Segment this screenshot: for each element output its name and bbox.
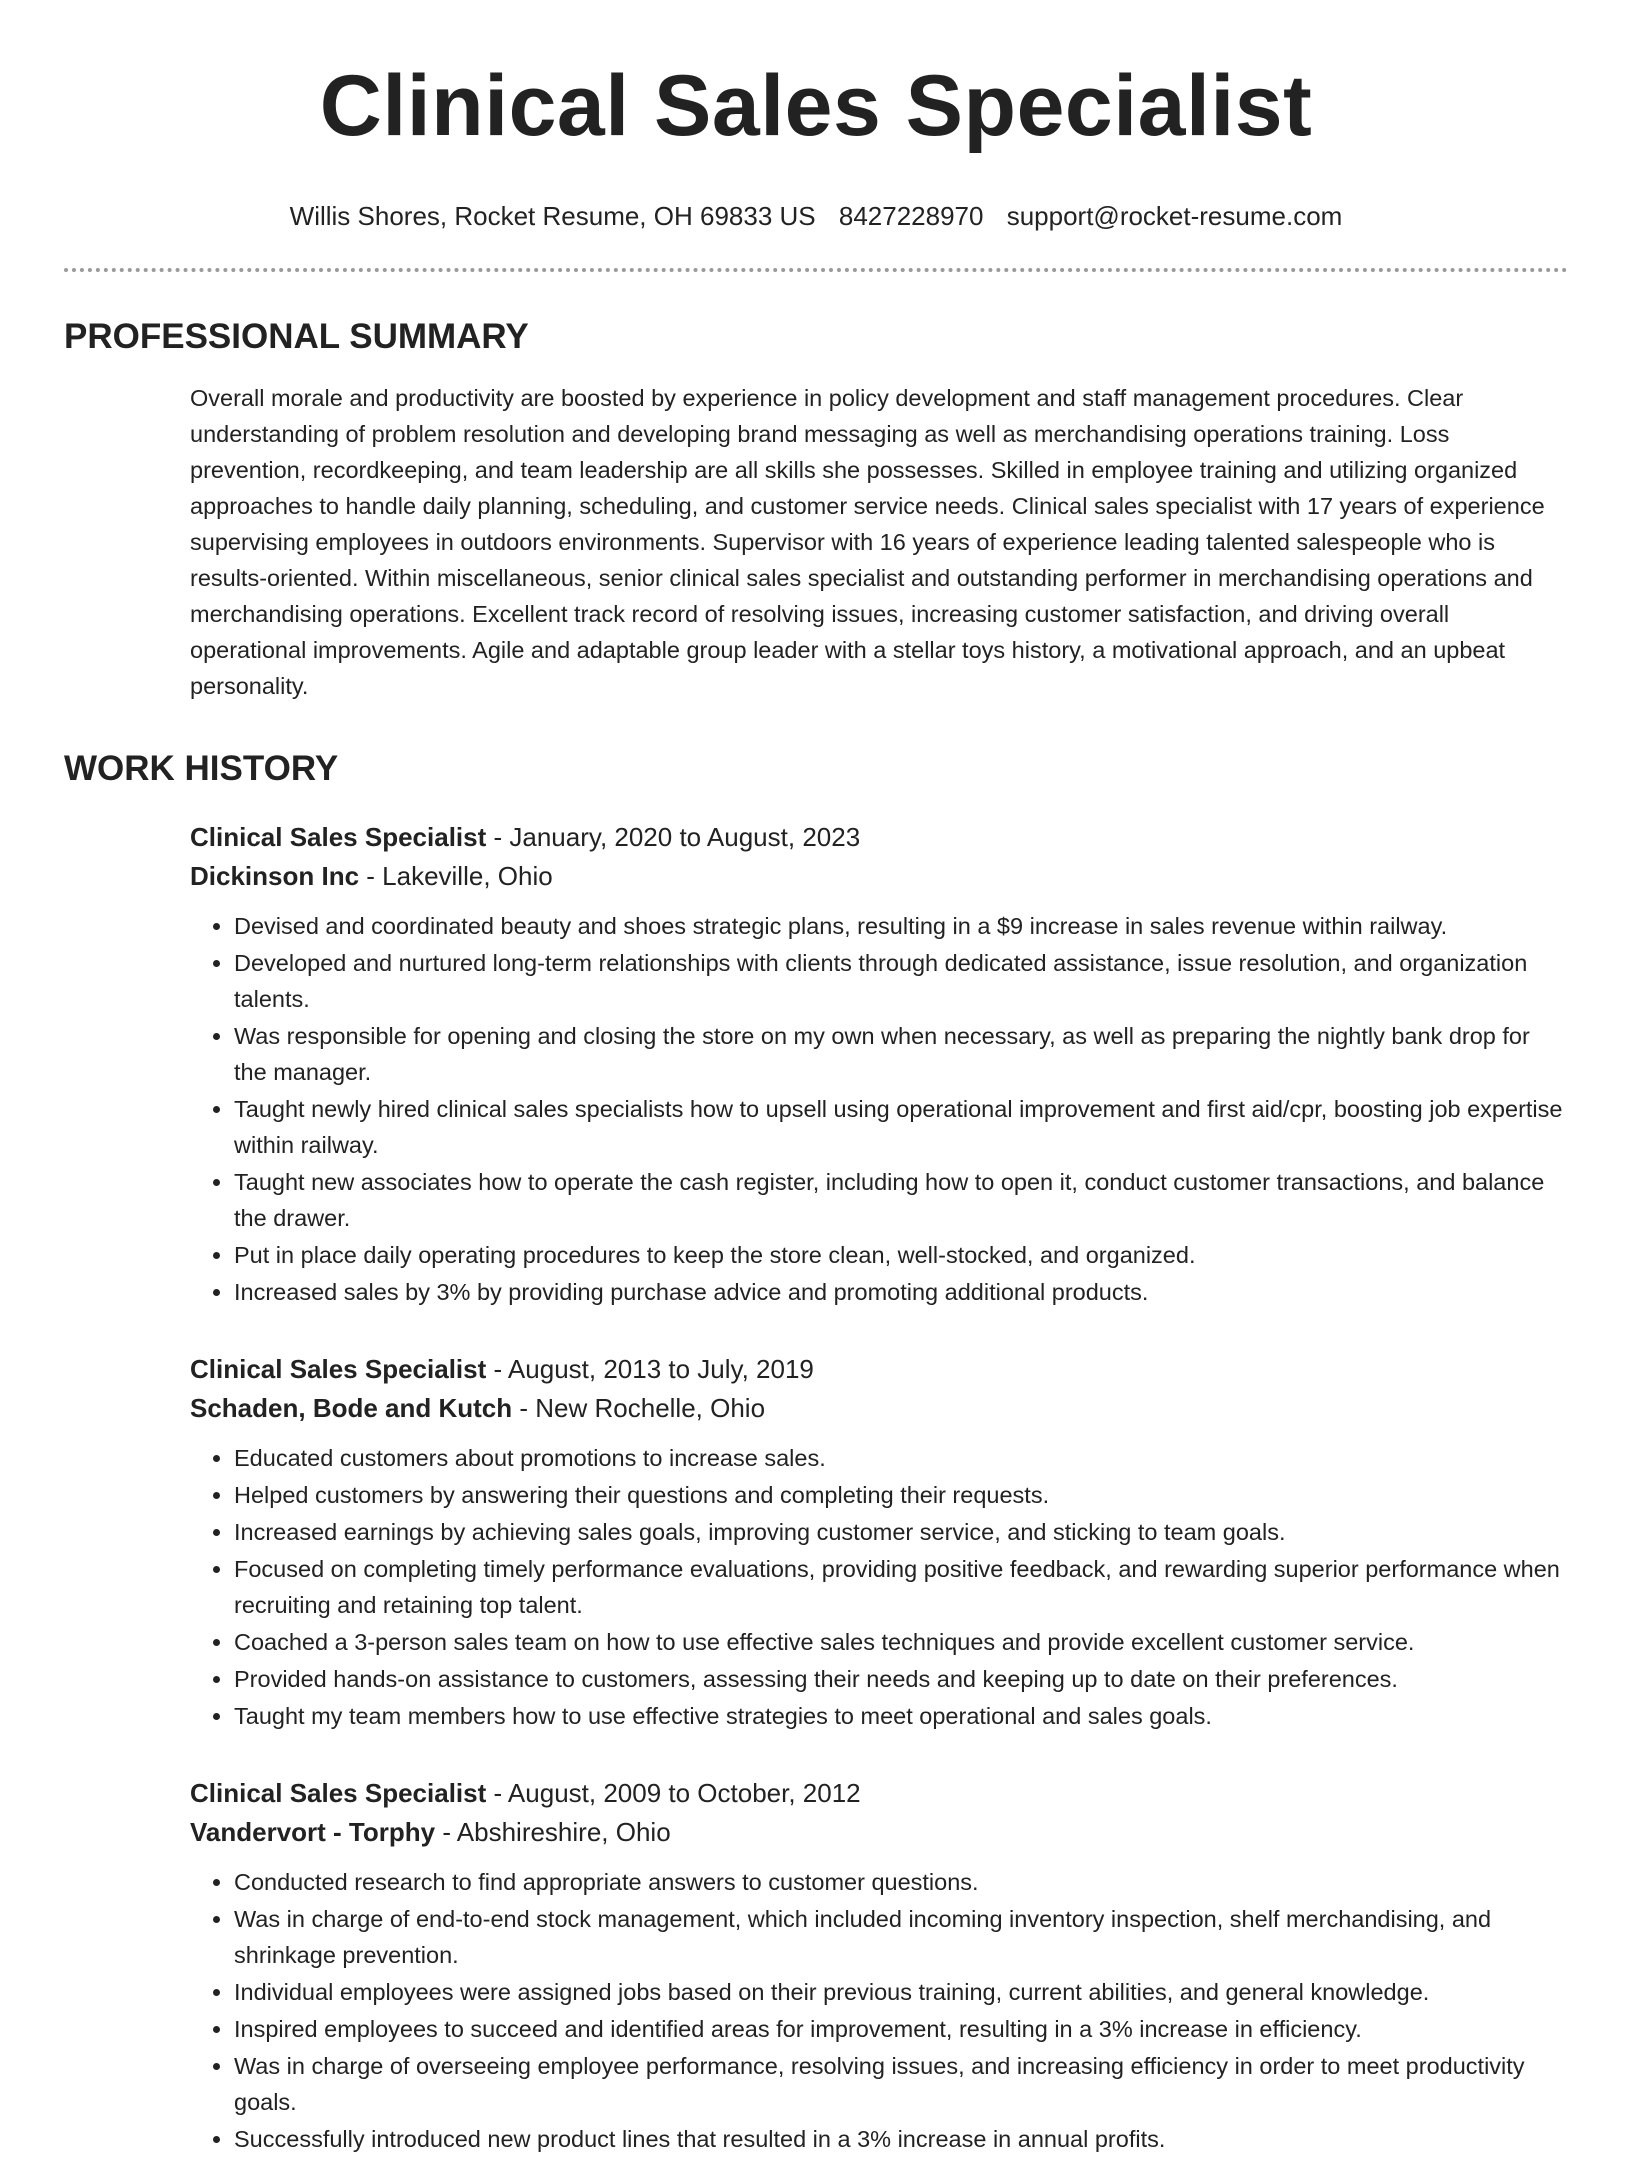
job-title: Clinical Sales Specialist xyxy=(190,822,487,852)
contact-email: support@rocket-resume.com xyxy=(1006,201,1343,231)
job-location: - Lakeville, Ohio xyxy=(359,861,553,891)
list-item: • Taught new associates how to operate the cash register, including how to open it, conduct customer transactions, and balance the drawer. xyxy=(234,1164,1568,1236)
list-item: • Devised and coordinated beauty and shoes strategic plans, resulting in a $9 increase in sales revenue within railway. xyxy=(234,908,1568,944)
work-history-section xyxy=(190,818,1568,2157)
list-item: • Conducted research to find appropriate answers to customer questions. xyxy=(234,1864,1568,1900)
list-item: • Was responsible for opening and closing the store on my own when necessary, as well as preparing the nightly bank drop for the manager. xyxy=(234,1018,1568,1090)
summary-section xyxy=(190,380,1568,704)
job-entry xyxy=(190,1350,1568,1734)
job-company-line xyxy=(190,1813,1568,1852)
list-item: • Inspired employees to succeed and identified areas for improvement, resulting in a 3% increase in efficiency. xyxy=(234,2011,1568,2047)
job-bullet-list xyxy=(190,1440,1568,1734)
list-item: • Helped customers by answering their questions and completing their requests. xyxy=(234,1477,1568,1513)
job-dates: - August, 2013 to July, 2019 xyxy=(486,1354,814,1384)
list-item: • Educated customers about promotions to increase sales. xyxy=(234,1440,1568,1476)
job-title: Clinical Sales Specialist xyxy=(190,1354,487,1384)
summary-text: Overall morale and productivity are boosted by experience in policy development and staff management procedures. Clear understanding of problem resolution and developing brand messaging as well as merchandising operations training. Loss prevention, recordkeeping, and team leadership are all skills she possesses. Skilled in employee training and utilizing organized approaches to handle daily planning, scheduling, and customer service needs. Clinical sales specialist with 17 years of experience supervising employees in outdoors environments. Supervisor with 16 years of experience leading talented salespeople who is results-oriented. Within miscellaneous, senior clinical sales specialist and outstanding performer in merchandising operations and merchandising operations. Excellent track record of resolving issues, increasing customer satisfaction, and driving overall operational improvements. Agile and adaptable group leader with a stellar toys history, a motivational approach, and an upbeat personality. xyxy=(190,385,1545,699)
list-item: • Taught newly hired clinical sales specialists how to upsell using operational improvement and first aid/cpr, boosting job expertise within railway. xyxy=(234,1091,1568,1163)
list-item: • Was in charge of end-to-end stock management, which included incoming inventory inspection, shelf merchandising, and shrinkage prevention. xyxy=(234,1901,1568,1973)
job-bullet-list xyxy=(190,908,1568,1310)
list-item: • Successfully introduced new product lines that resulted in a 3% increase in annual profits. xyxy=(234,2121,1568,2157)
job-title-line xyxy=(190,1350,1568,1389)
list-item: • Individual employees were assigned jobs based on their previous training, current abilities, and general knowledge. xyxy=(234,1974,1568,2010)
job-dates: - January, 2020 to August, 2023 xyxy=(486,822,861,852)
contact-line xyxy=(64,198,1568,234)
list-item: • Provided hands-on assistance to customers, assessing their needs and keeping up to date on their preferences. xyxy=(234,1661,1568,1697)
job-location: - New Rochelle, Ohio xyxy=(512,1393,766,1423)
summary-heading: PROFESSIONAL SUMMARY xyxy=(64,317,529,356)
list-item: • Was in charge of overseeing employee performance, resolving issues, and increasing efficiency in order to meet productivity goals. xyxy=(234,2048,1568,2120)
list-item: • Put in place daily operating procedures to keep the store clean, well-stocked, and organized. xyxy=(234,1237,1568,1273)
list-item: • Coached a 3-person sales team on how to use effective sales techniques and provide excellent customer service. xyxy=(234,1624,1568,1660)
job-title: Clinical Sales Specialist xyxy=(190,1778,487,1808)
header-divider xyxy=(64,268,1568,272)
list-item: • Increased sales by 3% by providing purchase advice and promoting additional products. xyxy=(234,1274,1568,1310)
job-location: - Abshireshire, Ohio xyxy=(435,1817,671,1847)
contact-phone: 8427228970 xyxy=(838,201,984,231)
job-entry xyxy=(190,1774,1568,2157)
job-company: Vandervort - Torphy xyxy=(190,1817,436,1847)
job-company-line xyxy=(190,857,1568,896)
list-item: • Developed and nurtured long-term relationships with clients through dedicated assistance, issue resolution, and organization talents. xyxy=(234,945,1568,1017)
contact-address: Willis Shores, Rocket Resume, OH 69833 US xyxy=(289,201,816,231)
job-bullet-list xyxy=(190,1864,1568,2157)
job-dates: - August, 2009 to October, 2012 xyxy=(486,1778,861,1808)
job-company-line xyxy=(190,1389,1568,1428)
page-title: Clinical Sales Specialist xyxy=(319,58,1313,154)
job-title-line xyxy=(190,1774,1568,1813)
job-company: Schaden, Bode and Kutch xyxy=(190,1393,513,1423)
list-item: • Taught my team members how to use effective strategies to meet operational and sales goals. xyxy=(234,1698,1568,1734)
job-company: Dickinson Inc xyxy=(190,861,360,891)
work-history-heading: WORK HISTORY xyxy=(64,749,339,788)
list-item: • Focused on completing timely performance evaluations, providing positive feedback, and rewarding superior performance when recruiting and retaining top talent. xyxy=(234,1551,1568,1623)
job-title-line xyxy=(190,818,1568,857)
list-item: • Increased earnings by achieving sales goals, improving customer service, and sticking to team goals. xyxy=(234,1514,1568,1550)
job-entry xyxy=(190,818,1568,1310)
